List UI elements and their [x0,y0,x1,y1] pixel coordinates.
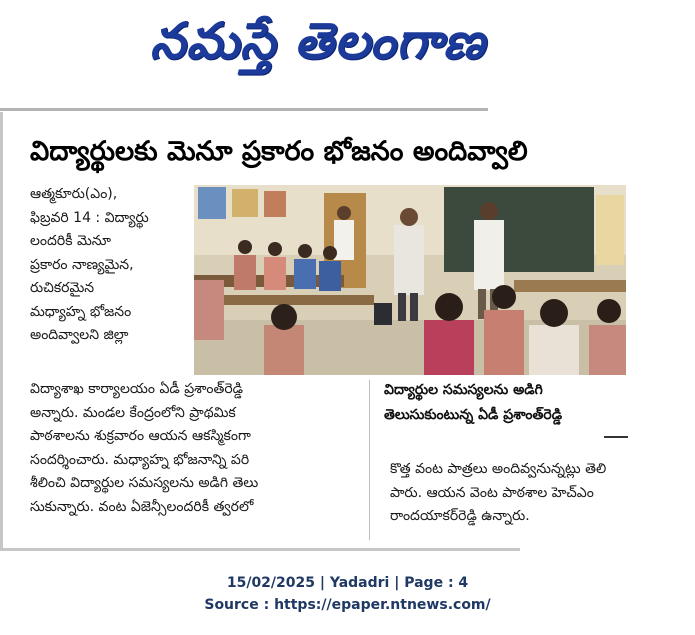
masthead [0,0,695,92]
body-line: రుచికరమైన [30,280,95,296]
caption-end-mark [604,436,628,438]
body-line: కొత్త వంట పాత్రలు అందివ్వనున్నట్లు తెలి [390,461,607,477]
masthead-logo: నమస్తే తెలంగాణ [150,11,486,70]
masthead-rule [0,108,488,111]
classroom-photo [194,185,626,375]
body-line: పాఠశాలను శుక్రవారం ఆయన ఆకస్మికంగా [30,428,251,444]
body-line: ప్రకారం నాణ్యమైన, [30,256,134,273]
body-line: ఫిబ్రవరి 14 : విద్యార్థు [30,209,149,226]
source-footer [0,572,695,616]
body-line: అన్నారు. మండల కేంద్రంలోని ప్రాథమిక [30,404,236,421]
article-border-bottom [0,548,520,551]
caption-line: విద్యార్థుల సమస్యలను అడిగి [384,382,543,398]
body-line: ఆత్మకూరు(ఎం), [30,186,118,202]
body-line: అందివ్వాలని జిల్లా [30,327,129,343]
photo-caption [384,378,634,448]
article-border-left [0,112,3,550]
body-line: శీలించి విద్యార్థుల సమస్యలను అడిగి తెలు [30,475,259,491]
footer-date-line: 15/02/2025 | Yadadri | Page : 4 [226,575,469,591]
body-line: మధ్యాహ్న భోజనం [30,303,132,320]
body-line: పారు. ఆయన వెంట పాఠశాల హెచ్‌ఎం [390,484,594,501]
body-line: సందర్శించారు. మధ్యాహ్న భోజనాన్ని పరి [30,451,250,468]
article-headline: విద్యార్థులకు మెనూ ప్రకారం భోజనం అందివ్వాలి [30,136,528,167]
footer-source-line: Source : https://epaper.ntnews.com/ [204,597,491,613]
article-body-right [390,458,630,529]
article-photo [194,185,626,375]
article-body-wide [30,378,360,519]
body-line: రాందయాకర్‌రెడ్డి ఉన్నారు. [390,508,530,524]
body-line: విద్యాశాఖ కార్యాలయం ఏడీ ప్రశాంత్‌రెడ్డి [30,381,244,397]
caption-line: తెలుసుకుంటున్న ఏడీ ప్రశాంత్‌రెడ్డి [384,407,563,423]
body-line: సుకున్నారు. వంట ఏజెన్సీలందరికీ త్వరలో [30,498,254,515]
column-divider [369,380,370,540]
article-body-narrow [30,183,190,348]
body-line: లందరికీ మెనూ [30,233,111,249]
